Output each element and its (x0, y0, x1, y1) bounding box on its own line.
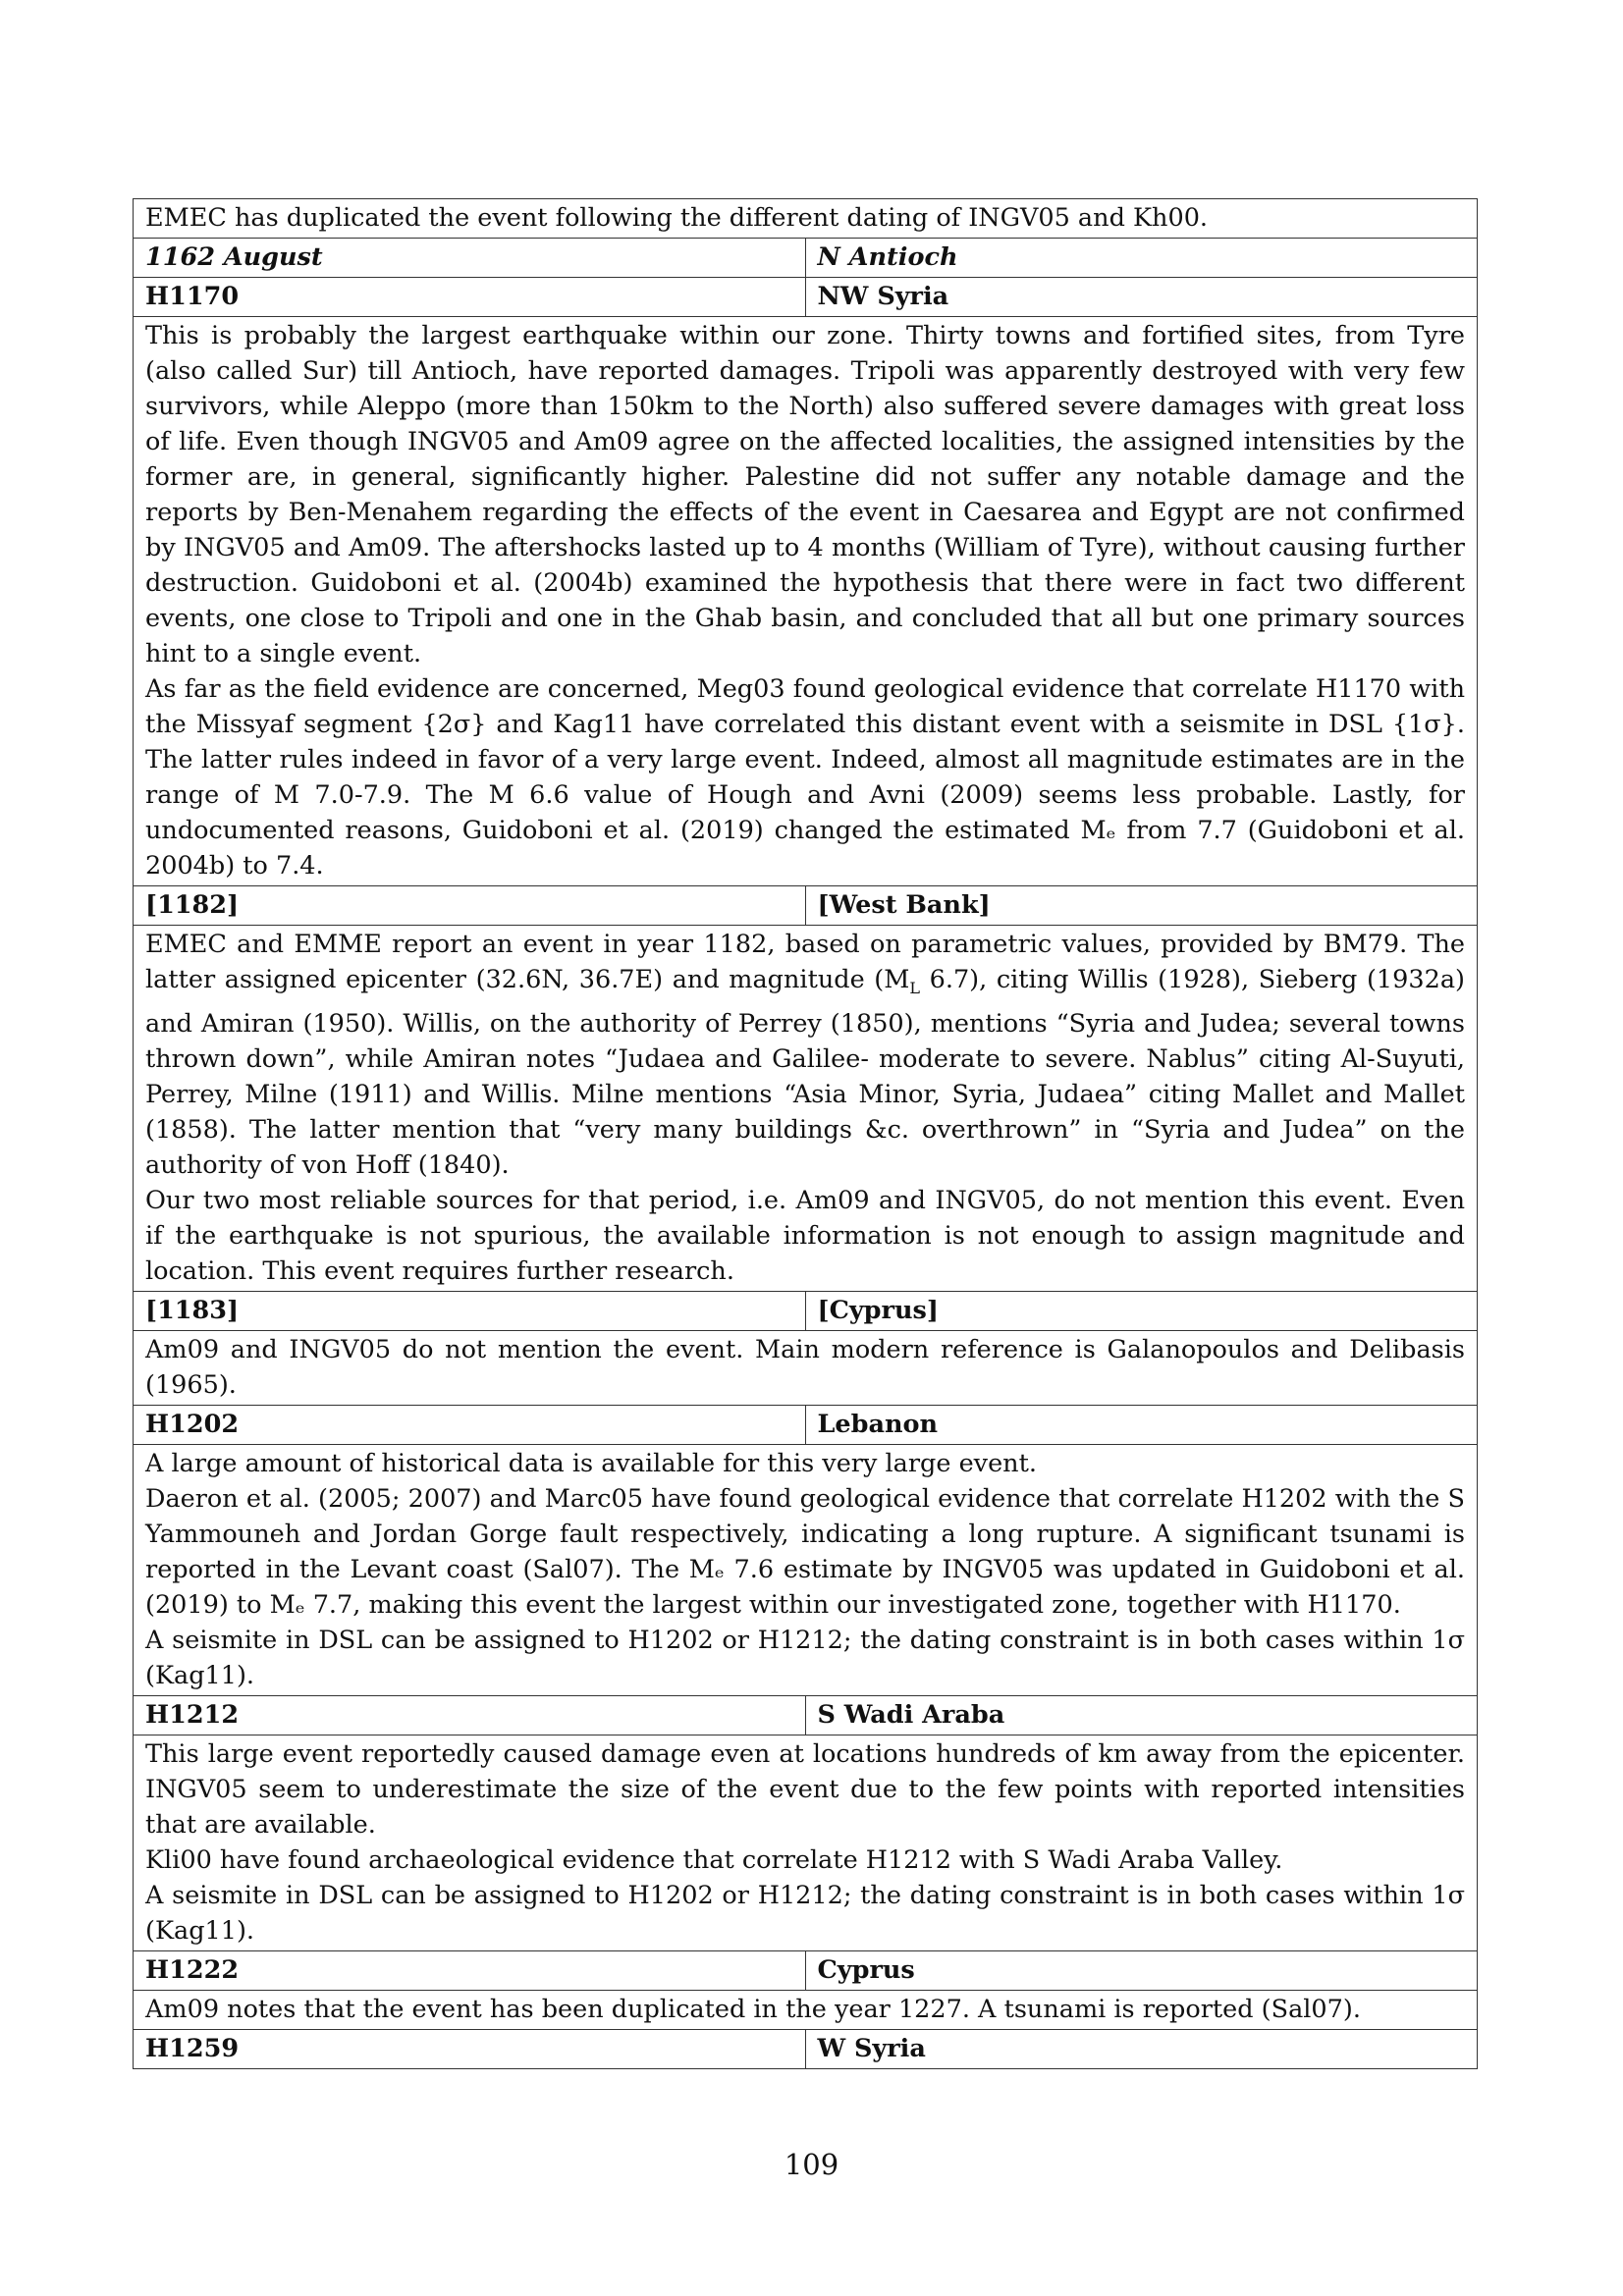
event-region-cell: W Syria (805, 2030, 1478, 2069)
event-header-row (134, 2030, 1478, 2069)
event-region-cell: S Wadi Araba (805, 1696, 1478, 1735)
description-paragraph: A seismite in DSL can be assigned to H1202 or H1212; the dating constraint is in both cases within 1σ (Kag11). (145, 1881, 1465, 1947)
description-paragraph: Kli00 have found archaeological evidence that correlate H1212 with S Wadi Araba Valley. (145, 1845, 1283, 1876)
description-paragraph: A large amount of historical data is available for this very large event. (145, 1449, 1037, 1479)
event-id-cell: H1202 (134, 1406, 806, 1445)
note-row (134, 199, 1478, 239)
event-id-cell: H1222 (134, 1951, 806, 1991)
event-header-row (134, 886, 1478, 926)
event-region-cell: [West Bank] (805, 886, 1478, 926)
description-paragraph: As far as the field evidence are concerned, Meg03 found geological evidence that correlate H1170 with the Missyaf segment {2σ} and Kag11 have correlated this distant event with a seismite in DSL {1σ}. The latter rules indeed in favor of a very large event. Indeed, almost all magnitude estimates are in the range of M 7.0-7.9. The M 6.6 value of Hough and Avni (2009) seems less probable. Lastly, for undocumented reasons, Guidoboni et al. (2019) changed the estimated Mₑ from 7.7 (Guidoboni et al. 2004b) to 7.4. (145, 674, 1465, 881)
event-header-row (134, 1696, 1478, 1735)
event-region-cell: NW Syria (805, 278, 1478, 317)
event-description-cell (134, 1991, 1478, 2030)
event-description-row (134, 1991, 1478, 2030)
page-number: 109 (784, 2148, 839, 2181)
event-id-cell: [1183] (134, 1292, 806, 1331)
description-paragraph: Am09 and INGV05 do not mention the event. Main modern reference is Galanopoulos and Delibasis (1965). (145, 1335, 1465, 1401)
event-description-row (134, 926, 1478, 1292)
earthquake-catalogue-table (133, 198, 1478, 2069)
event-description-row (134, 317, 1478, 886)
description-paragraph: Our two most reliable sources for that period, i.e. Am09 and INGV05, do not mention this event. Even if the earthquake is not spurious, the available information is not enough to assign magnitude and location. This event requires further research. (145, 1186, 1465, 1287)
event-id-cell: H1170 (134, 278, 806, 317)
event-id-cell: 1162 August (134, 239, 806, 278)
event-header-row (134, 1406, 1478, 1445)
description-paragraph: This is probably the largest earthquake within our zone. Thirty towns and fortified sites, from Tyre (also called Sur) till Antioch, have reported damages. Tripoli was apparently destroyed with very few survivors, while Aleppo (more than 150km to the North) also suffered severe damages with great loss of life. Even though INGV05 and Am09 agree on the affected localities, the assigned intensities by the former are, in general, significantly higher. Palestine did not suffer any notable damage and the reports by Ben-Menahem regarding the effects of the event in Caesarea and Egypt are not confirmed by INGV05 and Am09. The aftershocks lasted up to 4 months (William of Tyre), without causing further destruction. Guidoboni et al. (2004b) examined the hypothesis that there were in fact two different events, one close to Tripoli and one in the Ghab basin, and concluded that all but one primary sources hint to a single event. (145, 321, 1465, 668)
table-body (134, 199, 1478, 2069)
event-header-row (134, 278, 1478, 317)
event-header-row (134, 1292, 1478, 1331)
event-description-cell (134, 1331, 1478, 1406)
event-description-row (134, 1445, 1478, 1696)
description-paragraph: This large event reportedly caused damage even at locations hundreds of km away from the epicenter. INGV05 seem to underestimate the size of the event due to the few points with reported intensities that are available. (145, 1739, 1465, 1841)
event-description-row (134, 1735, 1478, 1951)
note-cell: EMEC has duplicated the event following the different dating of INGV05 and Kh00. (134, 199, 1478, 239)
description-paragraph: A seismite in DSL can be assigned to H1202 or H1212; the dating constraint is in both cases within 1σ (Kag11). (145, 1626, 1465, 1691)
event-region-cell: Cyprus (805, 1951, 1478, 1991)
event-region-cell: [Cyprus] (805, 1292, 1478, 1331)
event-description-cell (134, 1735, 1478, 1951)
event-header-row (134, 239, 1478, 278)
event-region-cell: N Antioch (805, 239, 1478, 278)
description-paragraph: Am09 notes that the event has been duplicated in the year 1227. A tsunami is reported (Sal07). (145, 1995, 1361, 2025)
event-id-cell: [1182] (134, 886, 806, 926)
event-description-row (134, 1331, 1478, 1406)
description-paragraph: EMEC and EMME report an event in year 1182, based on parametric values, provided by BM79. The latter assigned epicenter (32.6N, 36.7E) and magnitude ($M_L$ 6.7), citing Willis (1928), Sieberg (1932a) and Amiran (1950). Willis, on the authority of Perrey (1850), mentions “Syria and Judea; several towns thrown down”, while Amiran notes “Judaea and Galilee- moderate to severe. Nablus” citing Al-Suyuti, Perrey, Milne (1911) and Willis. Milne mentions “Asia Minor, Syria, Judaea” citing Mallet and Mallet (1858). The latter mention that “very many buildings &c. overthrown” in “Syria and Judea” on the authority of von Hoff (1840). (145, 930, 1465, 1181)
event-header-row (134, 1951, 1478, 1991)
event-description-cell (134, 1445, 1478, 1696)
event-id-cell: H1259 (134, 2030, 806, 2069)
event-id-cell: H1212 (134, 1696, 806, 1735)
description-paragraph: Daeron et al. (2005; 2007) and Marc05 have found geological evidence that correlate H1202 with the S Yammouneh and Jordan Gorge fault respectively, indicating a long rupture. A significant tsunami is reported in the Levant coast (Sal07). The Mₑ 7.6 estimate by INGV05 was updated in Guidoboni et al. (2019) to Mₑ 7.7, making this event the largest within our investigated zone, together with H1170. (145, 1484, 1465, 1621)
event-description-cell (134, 926, 1478, 1292)
event-description-cell (134, 317, 1478, 886)
event-region-cell: Lebanon (805, 1406, 1478, 1445)
